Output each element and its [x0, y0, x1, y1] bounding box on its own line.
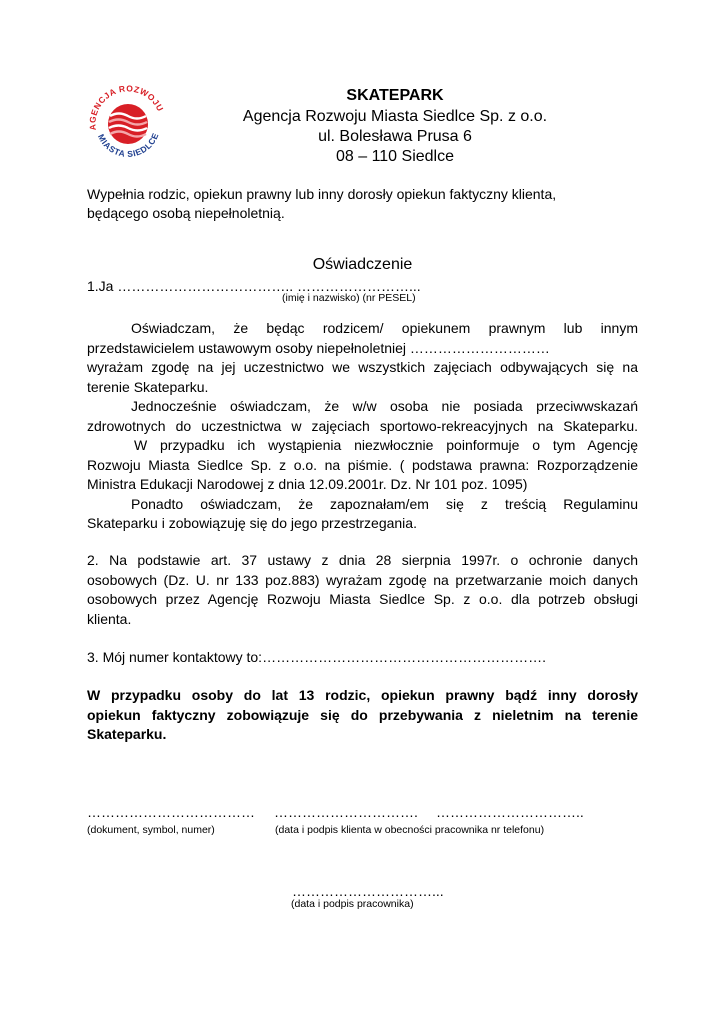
gdpr-line-3: osobowych przez Agencję Rozwoju Miasta Siedlce Sp. z o.o. dla potrzeb obsługi	[87, 591, 638, 607]
name-pesel-caption: (imię i nazwisko) (nr PESEL)	[282, 292, 416, 304]
gdpr-line-4: klienta.	[87, 611, 132, 627]
statement-line-9: Ministra Edukacji Narodowej z dnia 12.09.2001r. Dz. Nr 101 poz. 1095)	[87, 476, 528, 492]
header-company: Agencja Rozwoju Miasta Siedlce Sp. z o.o.	[242, 108, 548, 125]
header-city: 08 – 110 Siedlce	[335, 148, 454, 165]
logo-waves	[108, 104, 148, 144]
signature-label-staff: (data i podpis pracownika)	[291, 898, 414, 910]
gdpr-line-1: 2. Na podstawie art. 37 ustawy z dnia 28 sierpnia 1997r. o ochronie danych	[87, 552, 638, 568]
notice-line-1: W przypadku osoby do lat 13 rodzic, opiekun prawny bądź inny dorosły	[87, 687, 638, 703]
statement-line-7: W przypadku ich wystąpienia niezwłocznie poinformuje o tym Agencję	[134, 437, 638, 453]
notice-line-2: opiekun faktyczny zobowiązuje się do przebywania z nieletnim na terenie	[87, 707, 638, 723]
agency-logo	[82, 78, 174, 170]
signature-dots-document: ………………………………	[87, 804, 255, 820]
signature-label-client: (data i podpis klienta w obecności pracownika nr telefonu)	[275, 824, 545, 836]
agency-logo-icon	[82, 78, 174, 170]
signature-dots-staff: …………………………...	[292, 883, 444, 899]
statement-line-5: Jednocześnie oświadczam, że w/w osoba nie posiada przeciwwskazań	[131, 398, 638, 414]
statement-line-6: zdrowotnych do uczestnictwa w zajęciach sportowo-rekreacyjnych na Skateparku.	[87, 418, 638, 434]
logo-arc-top-text: AGENCJA ROZWOJU	[87, 83, 166, 131]
contact-number-line: 3. Mój numer kontaktowy to:…………………………………………………….	[87, 649, 546, 665]
signature-label-document: (dokument, symbol, numer)	[87, 824, 215, 836]
statement-line-11: Skateparku i zobowiązuję się do jego przestrzegania.	[87, 515, 417, 531]
intro-line-1: Wypełnia rodzic, opiekun prawny lub inny dorosły opiekun faktyczny klienta,	[87, 186, 557, 202]
statement-line-8: Rozwoju Miasta Siedlce Sp. z o.o. na piśmie. ( podstawa prawna: Rozporządzenie	[87, 457, 638, 473]
gdpr-line-2: osobowych (Dz. U. nr 133 poz.883) wyrażam zgodę na przetwarzanie moich danych	[87, 572, 638, 588]
notice-line-3: Skateparku.	[87, 726, 167, 742]
header-street: ul. Bolesława Prusa 6	[318, 128, 472, 145]
logo-arc-bottom-text: MIASTA SIEDLCE	[95, 131, 161, 160]
statement-line-1: Oświadczam, że będąc rodzicem/ opiekunem prawnym lub innym	[131, 320, 638, 336]
statement-line-2: przedstawicielem ustawowym osoby niepełnoletniej …………………………	[87, 340, 550, 356]
statement-line-10: Ponadto oświadczam, że zapoznałam/em się z treścią Regulaminu	[131, 496, 638, 512]
signature-dots-client-1: ………………………….	[274, 804, 418, 820]
header-title: SKATEPARK	[346, 87, 444, 104]
name-pesel-field-line: 1.Ja ……………………………….. ……………………...	[87, 278, 421, 294]
intro-line-2: będącego osobą niepełnoletnią.	[87, 205, 285, 221]
statement-line-4: terenie Skateparku.	[87, 379, 209, 395]
document-title: Oświadczenie	[312, 256, 413, 273]
signature-dots-client-2: …………………………..	[436, 804, 584, 820]
statement-line-3: wyrażam zgodę na jej uczestnictwo we wszystkich zajęciach odbywających się na	[87, 359, 638, 375]
